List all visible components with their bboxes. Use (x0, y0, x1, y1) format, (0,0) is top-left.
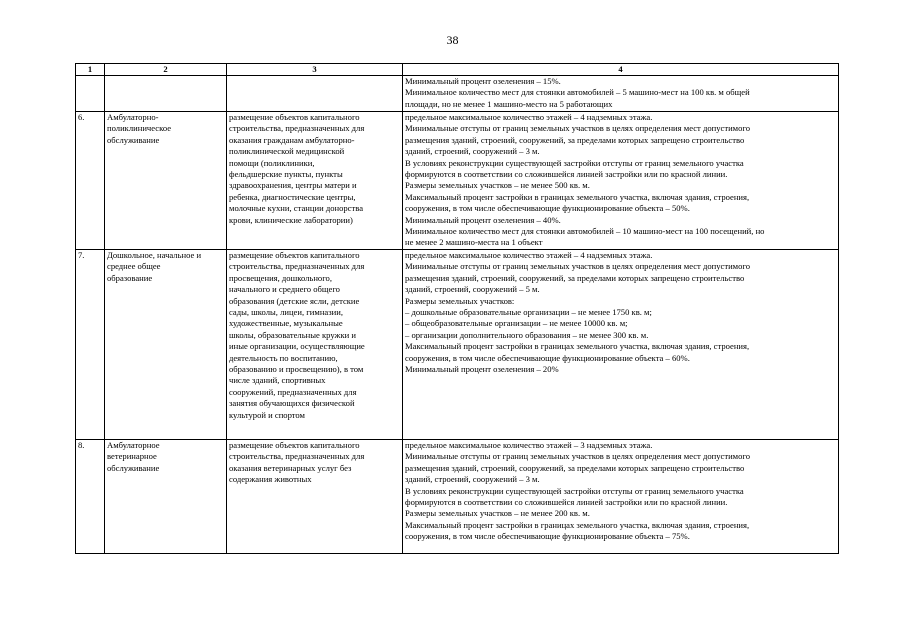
text-line: крови, клинические лаборатории) (229, 214, 353, 225)
use-description-cell (227, 112, 403, 250)
table-row (76, 76, 839, 112)
text-line: ветеринарное (107, 451, 157, 462)
text-line: зданий, строений, сооружений – 5 м. (405, 284, 540, 295)
text-line: строительства, предназначенных для (229, 123, 365, 134)
text-line: сооружения, в том числе обеспечивающие функционирование объекта – 75%. (405, 531, 690, 542)
text-line: молочные кухни, станции донорства (229, 203, 364, 214)
table-row (76, 440, 839, 554)
use-name-cell (105, 440, 227, 554)
table-header-row (76, 64, 839, 76)
text-line: размещения зданий, строений, сооружений, за пределами которых запрещено строительство (405, 272, 745, 283)
text-line: Максимальный процент застройки в границах земельного участка, включая здания, строения, (405, 341, 750, 352)
text-line: помощи (поликлиники, (229, 157, 315, 168)
text-line: Минимальные отступы от границ земельных участков в целях определения мест допустимого (405, 261, 751, 272)
parameters-cell (403, 250, 839, 440)
row-number-cell: 7. (76, 250, 105, 440)
text-line: Минимальное количество мест для стоянки автомобилей – 5 машино-мест на 100 кв. м общей (405, 87, 750, 98)
text-line: размещение объектов капитального (229, 250, 360, 260)
text-line: В условиях реконструкции существующей застройки отступы от границ земельного участка (405, 157, 744, 168)
text-line: Минимальные отступы от границ земельных участков в целях определения мест допустимого (405, 123, 751, 134)
text-line: начального и среднего общего (229, 284, 340, 295)
text-line: размещения зданий, строений, сооружений, за пределами которых запрещено строительство (405, 134, 745, 145)
text-line: Амбулаторное (107, 440, 160, 450)
use-name-cell (105, 76, 227, 112)
text-line: Минимальный процент озеленения – 15%. (405, 76, 561, 86)
text-line: сооружения, в том числе обеспечивающие функционирование объекта – 60%. (405, 352, 690, 363)
table-row (76, 250, 839, 440)
row-number-cell: 8. (76, 440, 105, 554)
text-line: – дошкольные образовательные организации – не менее 1750 кв. м; (405, 307, 652, 318)
text-line: школы, образовательные кружки и (229, 329, 356, 340)
text-line: здравоохранения, центры матери и (229, 180, 357, 191)
use-description-cell (227, 250, 403, 440)
use-name-cell (105, 250, 227, 440)
text-line: строительства, предназначенных для (229, 451, 365, 462)
text-line: предельное максимальное количество этажей – 4 надземных этажа. (405, 112, 653, 122)
header-cell: 2 (105, 64, 227, 76)
text-line: культурой и спортом (229, 409, 305, 420)
header-cell: 3 (227, 64, 403, 76)
text-line: иные организации, осуществляющие (229, 341, 365, 352)
text-line: Минимальный процент озеленения – 20% (405, 364, 559, 375)
table-row (76, 112, 839, 250)
text-line: обслуживание (107, 134, 160, 145)
text-line: – общеобразовательные организации – не менее 10000 кв. м; (405, 318, 628, 329)
row-number-cell (76, 76, 105, 112)
text-line: сады, школы, лицеи, гимназии, (229, 307, 343, 318)
use-description-cell (227, 440, 403, 554)
text-line: оказания гражданам амбулаторно- (229, 134, 355, 145)
text-line: не менее 2 машино-места на 1 объект (405, 237, 543, 248)
text-line: образованию и просвещению), в том (229, 364, 364, 375)
parameters-cell (403, 112, 839, 250)
parameters-cell (403, 440, 839, 554)
page-number: 38 (446, 33, 459, 47)
text-line: Минимальное количество мест для стоянки автомобилей – 10 машино-мест на 100 посещений, но (405, 226, 765, 237)
text-line: образования (детские ясли, детские (229, 295, 360, 306)
parameters-cell (403, 76, 839, 112)
text-line: сооружения, в том числе обеспечивающие функционирование объекта – 50%. (405, 203, 690, 214)
text-line: просвещения, дошкольного, (229, 272, 332, 283)
text-line: Минимальные отступы от границ земельных участков в целях определения мест допустимого (405, 451, 751, 462)
text-line: формируются в соответствии со сложившейся линией застройки или по красной линии. (405, 169, 728, 180)
text-line: зданий, строений, сооружений – 3 м. (405, 474, 540, 485)
text-line: площади, но не менее 1 машино-место на 5 работающих (405, 98, 613, 109)
text-line: сооружений, предназначенных для (229, 386, 357, 397)
text-line: Дошкольное, начальное и (107, 250, 202, 260)
text-line: формируются в соответствии со сложившейся линией застройки или по красной линии. (405, 497, 728, 508)
text-line: поликлинической медицинской (229, 146, 345, 157)
zoning-table (75, 63, 839, 554)
text-line: обслуживание (107, 462, 160, 473)
use-description-cell (227, 76, 403, 112)
text-line: фельдшерские пункты, пункты (229, 169, 343, 180)
text-line: оказания ветеринарных услуг без (229, 462, 352, 473)
text-line: среднее общее (107, 261, 161, 272)
text-line: деятельность по воспитанию, (229, 352, 338, 363)
header-cell: 4 (403, 64, 839, 76)
text-line: размещение объектов капитального (229, 112, 360, 122)
header-cell: 1 (76, 64, 105, 76)
text-line: поликлиническое (107, 123, 172, 134)
text-line: размещения зданий, строений, сооружений, за пределами которых запрещено строительство (405, 462, 745, 473)
text-line: содержания животных (229, 474, 312, 485)
use-name-cell (105, 112, 227, 250)
text-line: предельное максимальное количество этажей – 4 надземных этажа. (405, 250, 653, 260)
text-line: Размеры земельных участков: (405, 295, 515, 306)
text-line: размещение объектов капитального (229, 440, 360, 450)
text-line: занятия обучающихся физической (229, 398, 355, 409)
text-line: – организации дополнительного образования – не менее 300 кв. м. (405, 329, 649, 340)
text-line: предельное максимальное количество этажей – 3 надземных этажа. (405, 440, 653, 450)
text-line: Амбулаторно- (107, 112, 159, 122)
text-line: Минимальный процент озеленения – 40%. (405, 214, 561, 225)
row-number-cell: 6. (76, 112, 105, 250)
text-line: Размеры земельных участков – не менее 200 кв. м. (405, 508, 590, 519)
text-line: Размеры земельных участков – не менее 500 кв. м. (405, 180, 590, 191)
text-line: Максимальный процент застройки в границах земельного участка, включая здания, строения, (405, 519, 750, 530)
text-line: зданий, строений, сооружений – 3 м. (405, 146, 540, 157)
text-line: строительства, предназначенных для (229, 261, 365, 272)
text-line: Максимальный процент застройки в границах земельного участка, включая здания, строения, (405, 191, 750, 202)
table-body (76, 76, 839, 554)
text-line: В условиях реконструкции существующей застройки отступы от границ земельного участка (405, 485, 744, 496)
text-line: художественные, музыкальные (229, 318, 343, 329)
text-line: образование (107, 272, 153, 283)
text-line: ребенка, диагностические центры, (229, 191, 356, 202)
text-line: числе зданий, спортивных (229, 375, 326, 386)
